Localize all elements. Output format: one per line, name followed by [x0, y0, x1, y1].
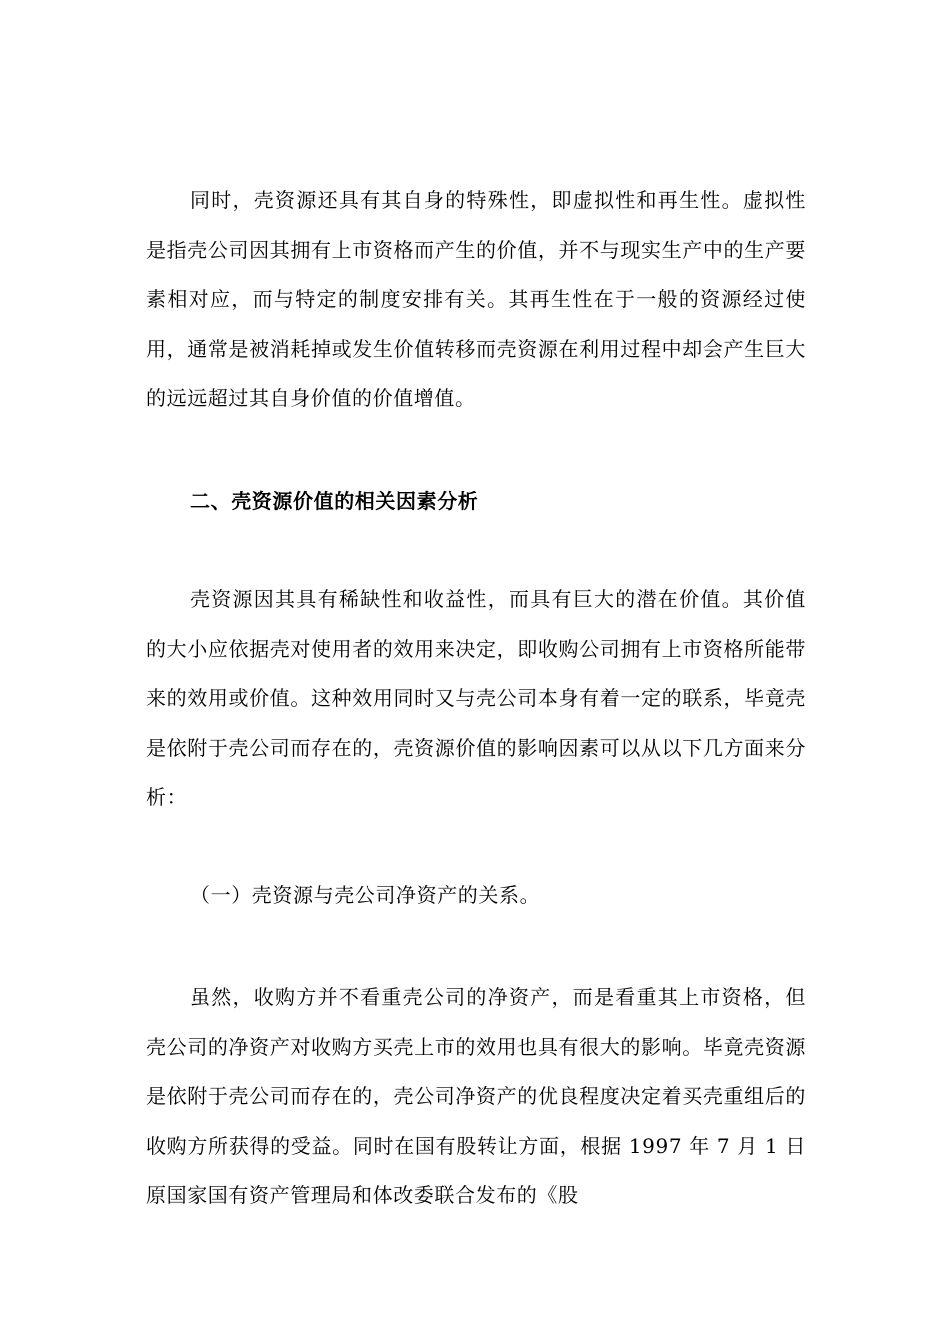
paragraph-net-assets-relation: 虽然，收购方并不看重壳公司的净资产，而是看重其上市资格，但壳公司的净资产对收购方买壳上市的效用也具有很大的影响。毕竟壳资源是依附于壳公司而存在的，壳公司净资产的优良程度决定着买壳重组后的收购方所获得的受益。同时在国有股转让方面，根据 1997 年 7 月 1 日原国家国有资产管理局和体改委联合发布的《股: [146, 985, 806, 1207]
subsection-heading: （一）壳资源与壳公司净资产的关系。: [190, 883, 541, 907]
section-heading: 二、壳资源价值的相关因素分析: [190, 489, 479, 513]
paragraph-shell-resource-characteristics: 同时，壳资源还具有其自身的特殊性，即虚拟性和再生性。虚拟性是指壳公司因其拥有上市资格而产生的价值，并不与现实生产中的生产要素相对应，而与特定的制度安排有关。其再生性在于一般的资源经过使用，通常是被消耗掉或发生价值转移而壳资源在利用过程中却会产生巨大的远远超过其自身价值的价值增值。: [146, 188, 806, 410]
paragraph-shell-resource-value: 壳资源因其具有稀缺性和收益性，而具有巨大的潜在价值。其价值的大小应依据壳对使用者的效用来决定，即收购公司拥有上市资格所能带来的效用或价值。这种效用同时又与壳公司本身有着一定的联系，毕竟壳是依附于壳公司而存在的，壳资源价值的影响因素可以从以下几方面来分析：: [146, 587, 806, 809]
